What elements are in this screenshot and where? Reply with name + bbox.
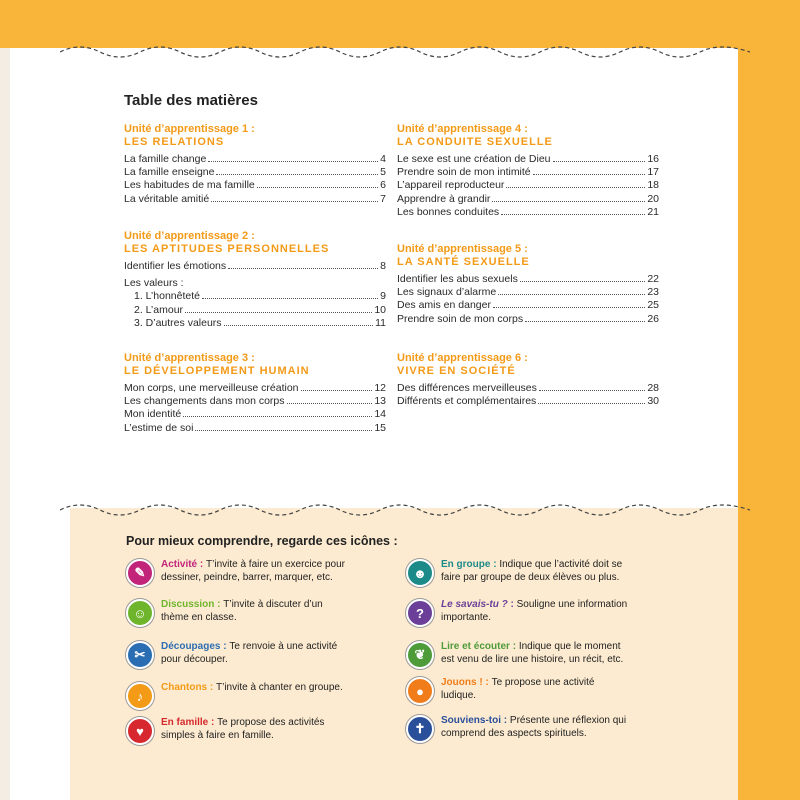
dot-leader <box>301 382 373 391</box>
toc-entry-page: 30 <box>647 395 659 408</box>
toc-entry-title: Prendre soin de mon intimité <box>397 166 531 179</box>
legend-text <box>441 714 631 740</box>
toc-entry[interactable] <box>124 408 386 421</box>
legend-text <box>161 598 351 624</box>
toc-entry-page: 21 <box>647 205 659 218</box>
legend-description: Te propose une activité ludique. <box>441 677 595 701</box>
toc-entry[interactable] <box>397 166 659 179</box>
singing-icon: ♪ <box>126 682 154 710</box>
legend-text <box>441 676 631 702</box>
dot-leader <box>501 206 645 215</box>
legend-text <box>161 640 351 666</box>
toc-entry-title: Identifier les émotions <box>124 260 227 272</box>
toc-entry-title: La véritable amitié <box>124 192 210 205</box>
dot-leader <box>195 422 372 431</box>
legend-separator: : <box>509 641 519 652</box>
legend-title: Pour mieux comprendre, regarde ces icônes : <box>126 534 398 548</box>
legend-item-5 <box>126 716 351 745</box>
toc-entry-page: 28 <box>647 382 659 394</box>
unit-heading: Unité d’apprentissage 6 : <box>397 352 528 364</box>
toc-entry-title: 1. L’honnêteté <box>134 290 200 303</box>
toc-entry[interactable] <box>124 317 386 330</box>
legend-description: Te propose des activités simples à faire en famille. <box>161 717 325 741</box>
legend-item-3 <box>126 640 351 669</box>
toc-unit-6 <box>397 352 659 408</box>
lightbulb-icon: ? <box>406 599 434 627</box>
legend-item-2 <box>126 598 351 627</box>
toc-unit-3 <box>124 352 386 435</box>
toc-entry-title: Prendre soin de mon corps <box>397 312 524 325</box>
toc-entry-page: 25 <box>647 299 659 312</box>
toc-entry-title: Les bonnes conduites <box>397 205 500 218</box>
unit-heading: Unité d’apprentissage 5 : <box>397 243 528 255</box>
toc-entry[interactable] <box>124 290 386 303</box>
toc-entry-title: Mon identité <box>124 408 182 421</box>
dot-leader <box>520 273 645 282</box>
legend-name: Lire et écouter <box>441 641 510 652</box>
toc-entry[interactable] <box>397 153 659 166</box>
dot-leader <box>186 278 384 286</box>
unit-name: VIVRE EN SOCIÉTÉ <box>397 365 516 377</box>
legend-separator: : <box>208 717 218 728</box>
middle-wavy-border <box>60 498 750 522</box>
toc-entry[interactable] <box>124 422 386 435</box>
toc-entry[interactable] <box>397 273 659 286</box>
toc-entry[interactable] <box>124 193 386 206</box>
toc-entry-page: 13 <box>374 395 386 408</box>
toc-entry[interactable] <box>124 395 386 408</box>
toc-entry-page: 9 <box>380 290 386 303</box>
legend-item-4 <box>126 681 351 710</box>
dot-leader <box>525 313 645 322</box>
toc-entry-page: 26 <box>647 312 659 325</box>
legend-name: En famille <box>161 717 209 728</box>
toc-entry-page: 7 <box>380 192 386 205</box>
toc-title: Table des matières <box>124 92 258 109</box>
scissors-icon: ✂ <box>126 641 154 669</box>
toc-entry-title: Les valeurs : <box>124 277 184 290</box>
legend-separator: : <box>507 599 517 610</box>
dot-leader <box>211 193 378 202</box>
toc-unit-2 <box>124 230 386 330</box>
legend-name: Découpages <box>161 641 221 652</box>
legend-separator: : <box>490 559 500 570</box>
toc-entry[interactable] <box>124 153 386 166</box>
right-orange-band <box>738 0 800 800</box>
dot-leader <box>492 193 645 202</box>
toc-entry-title: Mon corps, une merveilleuse création <box>124 382 299 394</box>
unit-name: LA SANTÉ SEXUELLE <box>397 256 530 268</box>
toc-entry-page: 11 <box>375 316 386 329</box>
unit-heading: Unité d’apprentissage 3 : <box>124 352 255 364</box>
group-icon: ☻ <box>406 559 434 587</box>
toc-entry-title: L’appareil reproducteur <box>397 179 505 192</box>
dot-leader <box>539 382 645 391</box>
family-icon: ♥ <box>126 717 154 745</box>
toc-entry-page: 15 <box>374 421 386 434</box>
dot-leader <box>257 179 378 188</box>
legend-separator: : <box>501 715 510 726</box>
unit-heading: Unité d’apprentissage 4 : <box>397 123 528 135</box>
toc-entry-page: 17 <box>647 166 659 179</box>
legend-separator: : <box>207 682 216 693</box>
pencil-icon: ✎ <box>126 559 154 587</box>
unit-name: LE DÉVELOPPEMENT HUMAIN <box>124 365 310 377</box>
toc-entry-title: 3. D’autres valeurs <box>134 316 222 329</box>
toc-entry-page: 18 <box>647 179 659 192</box>
legend-separator: : <box>482 677 492 688</box>
dot-leader <box>533 166 646 175</box>
toc-entry-page: 5 <box>380 166 386 179</box>
dot-leader <box>224 317 374 326</box>
page-edge <box>0 0 10 800</box>
legend-name: Chantons <box>161 682 208 693</box>
toc-entry-page: 4 <box>380 153 386 165</box>
toc-entry-title: Des différences merveilleuses <box>397 382 537 394</box>
toc-entry-title: La famille change <box>124 153 207 165</box>
top-wavy-border <box>60 40 750 64</box>
dot-leader <box>553 153 646 162</box>
dot-leader <box>506 179 645 188</box>
legend-description: T’invite à discuter d’un thème en classe. <box>161 599 323 623</box>
legend-text <box>441 640 631 666</box>
dot-leader <box>185 304 372 313</box>
dot-leader <box>493 299 645 308</box>
legend-separator: : <box>197 559 207 570</box>
legend-separator: : <box>220 641 230 652</box>
legend-description: Te renvoie à une activité pour découper. <box>161 641 338 665</box>
toc-entry-title: Le sexe est une création de Dieu <box>397 153 551 165</box>
dot-leader <box>498 286 645 295</box>
toc-entry-page: 8 <box>380 260 386 272</box>
legend-separator: : <box>214 599 224 610</box>
toc-entry[interactable] <box>124 277 386 290</box>
unit-name: LES APTITUDES PERSONNELLES <box>124 243 330 255</box>
toc-entry[interactable] <box>124 304 386 317</box>
toc-entry-title: Différents et complémentaires <box>397 395 537 408</box>
legend-description: Indique que l’activité doit se faire par groupe de deux élèves ou plus. <box>441 559 623 583</box>
toc-entry-page: 12 <box>374 382 386 394</box>
legend-name: Activité <box>161 559 198 570</box>
toc-entry[interactable] <box>397 382 659 395</box>
toc-entry-page: 22 <box>647 273 659 285</box>
legend-item-1 <box>126 558 351 587</box>
dot-leader <box>287 395 373 404</box>
toc-entry-title: Des amis en danger <box>397 299 491 312</box>
toc-entry-title: Les habitudes de ma famille <box>124 179 255 192</box>
ball-icon: ● <box>406 677 434 705</box>
toc-entry-title: Apprendre à grandir <box>397 192 491 205</box>
toc-entry-title: Les signaux d’alarme <box>397 286 497 299</box>
toc-entry-page: 14 <box>374 408 386 421</box>
legend-item-7 <box>406 598 631 627</box>
toc-unit-4 <box>397 123 659 219</box>
legend-description: Indique que le moment est venu de lire une histoire, un récit, etc. <box>441 641 624 665</box>
legend-text <box>441 558 631 584</box>
toc-entry-title: Les changements dans mon corps <box>124 395 285 408</box>
legend-name: Discussion <box>161 599 215 610</box>
toc-entry-title: Identifier les abus sexuels <box>397 273 518 285</box>
unit-heading: Unité d’apprentissage 2 : <box>124 230 255 242</box>
unit-name: LES RELATIONS <box>124 136 225 148</box>
legend-description: T’invite à chanter en groupe. <box>216 682 343 693</box>
toc-unit-1 <box>124 123 386 206</box>
toc-entry[interactable] <box>124 382 386 395</box>
legend-description: Présente une réflexion qui comprend des aspects spirituels. <box>441 715 627 739</box>
dot-leader <box>208 153 378 162</box>
legend-item-9 <box>406 676 631 705</box>
toc-entry-page: 6 <box>380 179 386 192</box>
dot-leader <box>216 166 378 175</box>
toc-entry[interactable] <box>397 299 659 312</box>
toc-entry-page: 20 <box>647 192 659 205</box>
legend-name: En groupe <box>441 559 491 570</box>
legend-name: Souviens-toi <box>441 715 502 726</box>
toc-entry-page: 23 <box>647 286 659 299</box>
toc-entry[interactable] <box>397 313 659 326</box>
legend-description: Souligne une information importante. <box>441 599 628 623</box>
toc-entry[interactable] <box>124 260 386 273</box>
legend-text <box>161 716 351 742</box>
unit-heading: Unité d’apprentissage 1 : <box>124 123 255 135</box>
toc-unit-5 <box>397 243 659 326</box>
legend-text <box>161 681 343 694</box>
legend-text <box>441 598 631 624</box>
dot-leader <box>183 408 372 417</box>
legend-item-10 <box>406 714 631 743</box>
dot-leader <box>538 395 645 404</box>
cross-icon: ✝ <box>406 715 434 743</box>
legend-description: T’invite à faire un exercice pour dessiner, peindre, barrer, marquer, etc. <box>161 559 345 583</box>
legend-name: Le savais-tu ? <box>441 599 508 610</box>
dot-leader <box>228 260 378 269</box>
toc-entry-page: 16 <box>647 153 659 165</box>
toc-entry-title: La famille enseigne <box>124 166 215 179</box>
toc-entry[interactable] <box>397 193 659 206</box>
toc-entry[interactable] <box>397 395 659 408</box>
legend-text <box>161 558 351 584</box>
toc-entry-title: 2. L’amour <box>134 303 184 316</box>
legend-name: Jouons ! <box>441 677 483 688</box>
legend-item-6 <box>406 558 631 587</box>
toc-entry[interactable] <box>124 179 386 192</box>
book-icon: ❦ <box>406 641 434 669</box>
legend-item-8 <box>406 640 631 669</box>
toc-entry[interactable] <box>397 286 659 299</box>
toc-entry[interactable] <box>124 166 386 179</box>
toc-entry[interactable] <box>397 206 659 219</box>
toc-entry[interactable] <box>397 179 659 192</box>
toc-entry-page: 10 <box>374 303 386 316</box>
dot-leader <box>202 290 378 299</box>
toc-entry-title: L’estime de soi <box>124 421 194 434</box>
unit-name: LA CONDUITE SEXUELLE <box>397 136 553 148</box>
discussion-icon: ☺ <box>126 599 154 627</box>
